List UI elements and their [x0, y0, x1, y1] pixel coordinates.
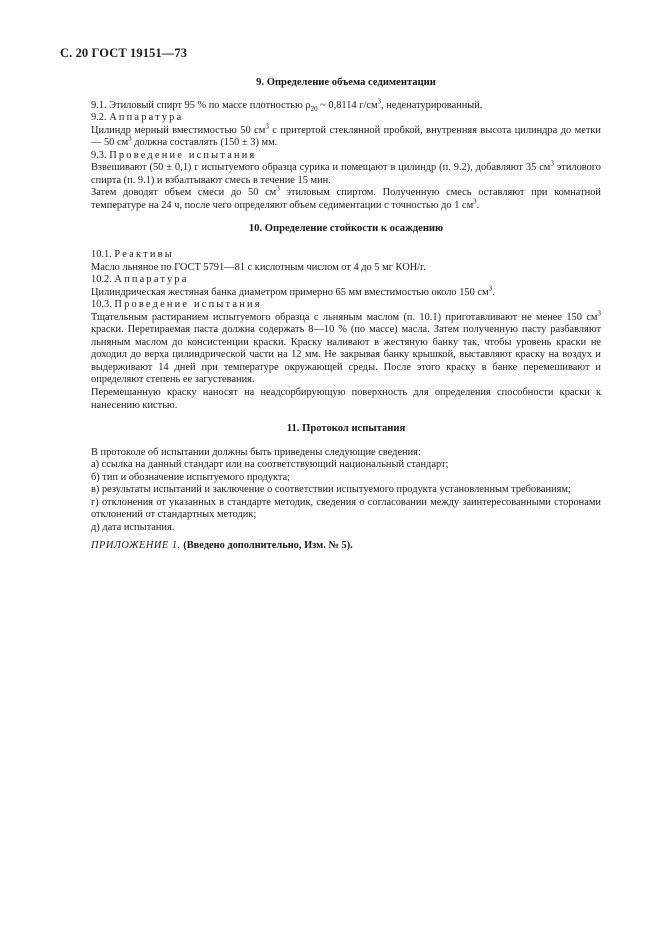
- section-10-2-text: Цилиндрическая жестяная банка диаметром примерно 65 мм вместимостью около 150 $см^3$.: [91, 284, 495, 298]
- section-11-title: 11. Протокол испытания: [286, 423, 406, 435]
- section-9-title: 9. Определение объема седиментации: [256, 77, 436, 88]
- appendix-note: [91, 540, 601, 553]
- section-9-2-heading: 9.2. Аппаратура: [91, 112, 184, 124]
- section-11-intro: В протоколе об испытании должны быть приведены следующие сведения:: [91, 446, 421, 458]
- appendix-label: ПРИЛОЖЕНИЕ 1.: [91, 539, 181, 551]
- section-10-title: 10. Определение стойкости к осаждению: [248, 223, 444, 235]
- section-10-3-text: Тщательным растиранием испытуемого образца с льняным маслом (п. 10.1) приготавливают не менее 150 $см^3$ краски. Перетираемая паста должна содержать 8—10 % (по массе) масла. Затем полученную пасту разбавляют льняным маслом до консистенции краски. Краску наливают в жестяную банку так, чтобы уровень краски не доходил до верха цилиндрической части на 12 мм. Не закрывая банку крышкой, выставляют краску на воздух и выдерживают 14 дней при температуре окружающей среды. После этого краску в банке перемешивают и определяют степень ее загустевания.: [91, 309, 601, 386]
- section-9-3-text-2: Затем доводят объем смеси до 50 $см^3$ этиловым спиртом. Полученную смесь оставляют при комнатной температуре на 24 ч, после чего определяют объем седиментации с точностью до 1 $см^3$.: [91, 184, 601, 211]
- list-item-v: в) результаты испытаний и заключение о соответствии испытуемого продукта установленным требованиям;: [91, 484, 571, 496]
- list-item-g: г) отклонения от указанных в стандарте методик, сведения о согласовании между заинтересованными сторонами отклонений от стандартных методик;: [91, 496, 601, 521]
- amendment-note: (Введено дополнительно, Изм. № 5).: [183, 539, 353, 551]
- list-item-d: д) дата испытания.: [91, 521, 175, 533]
- list-item-b: б) тип и обозначение испытуемого продукта;: [91, 471, 291, 483]
- document-body: [91, 77, 601, 552]
- section-10-1-text: Масло льняное по ГОСТ 5791—81 с кислотным числом от 4 до 5 мг КОН/г.: [91, 261, 426, 273]
- section-10-3-text-2: Перемешанную краску наносят на неадсорбирующую поверхность для определения способности краски к нанесению кистью.: [91, 387, 601, 411]
- list-item-a: а) ссылка на данный стандарт или на соответствующий национальный стандарт;: [91, 459, 449, 471]
- section-9-3-heading: 9.3. Проведение испытания: [91, 149, 257, 161]
- section-10-2-heading: 10.2. Аппаратура: [91, 274, 189, 286]
- section-10-3-heading: 10.3. Проведение испытания: [91, 299, 262, 311]
- section-9-2-text: Цилиндр мерный вместимостью 50 $см^3$ с притертой стеклянной пробкой, внутренняя высота цилиндра до метки — 50 $см^3$ должна составлять (150 ± 3) мм.: [91, 122, 601, 149]
- page-header: С. 20 ГОСТ 19151—73: [60, 46, 188, 60]
- section-10-1-heading: 10.1. Реактивы: [91, 249, 174, 261]
- section-9-3-text: Взвешивают (50 ± 0,1) г испытуемого образца сурика и помещают в цилиндр (п. 9.2), добавляют 35 $см^3$ этилового спирта (п. 9.1) и взбалтывают смесь в течение 15 мин.: [91, 159, 601, 186]
- section-9-1-text: 9.1. Этиловый спирт 95 % по массе плотностью $\rho_{20}$ ~ 0,8114 $г/см^3$, неденатурированный.: [91, 97, 483, 113]
